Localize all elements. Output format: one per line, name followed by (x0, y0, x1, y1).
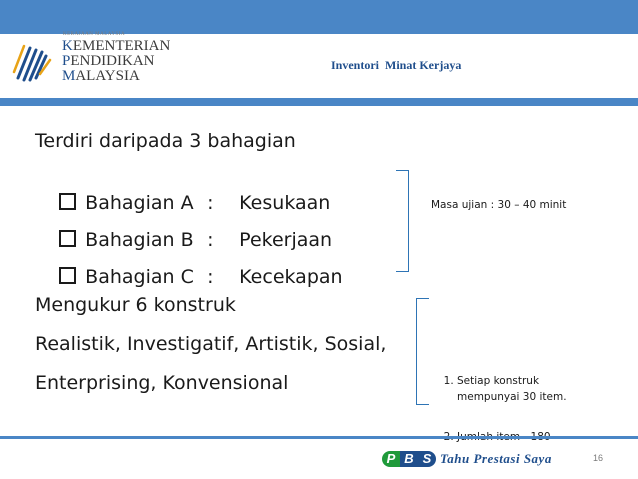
top-band (0, 0, 638, 34)
checkbox-icon (59, 267, 76, 284)
section-c: Bahagian C : Kecekapan (35, 244, 343, 310)
header-rule (0, 98, 638, 106)
pbs-letter-p: P (382, 451, 400, 467)
pbs-logo (382, 449, 552, 469)
logo-line-2: PENDIDIKAN (62, 53, 155, 69)
logo-small-text: KERAJAAN MALAYSIA (63, 32, 126, 37)
pbs-letter-s: S (418, 451, 436, 467)
slide-title: Inventori Minat Kerjaya (331, 58, 462, 72)
tagline: Tahu Prestasi Saya (440, 451, 552, 466)
construct-line-1: Realistik, Investigatif, Artistik, Sosial, (35, 333, 387, 355)
construct-heading: Mengukur 6 konstruk (35, 294, 236, 316)
logo-line-1: KEMENTERIAN (62, 38, 171, 54)
pbs-mark (382, 451, 436, 467)
note-item-1: 1. Setiap konstruk mempunyai 30 item. (457, 373, 567, 405)
ministry-emblem-icon (10, 38, 56, 84)
page-number: 16 (593, 453, 604, 463)
time-note: Masa ujian : 30 – 40 minit (431, 199, 567, 211)
pbs-letter-b: B (400, 451, 418, 467)
construct-bracket (416, 298, 429, 405)
section-b: Bahagian B : Pekerjaan (35, 207, 332, 273)
logo-name (62, 39, 170, 84)
intro-text: Terdiri daripada 3 bahagian (35, 130, 296, 152)
section-a: Bahagian A : Kesukaan (35, 170, 330, 236)
bottom-rule (0, 436, 638, 439)
ministry-logo (8, 32, 178, 92)
construct-line-2: Enterprising, Konvensional (35, 372, 289, 394)
sections-bracket (396, 170, 409, 272)
logo-line-3: MALAYSIA (62, 68, 140, 84)
